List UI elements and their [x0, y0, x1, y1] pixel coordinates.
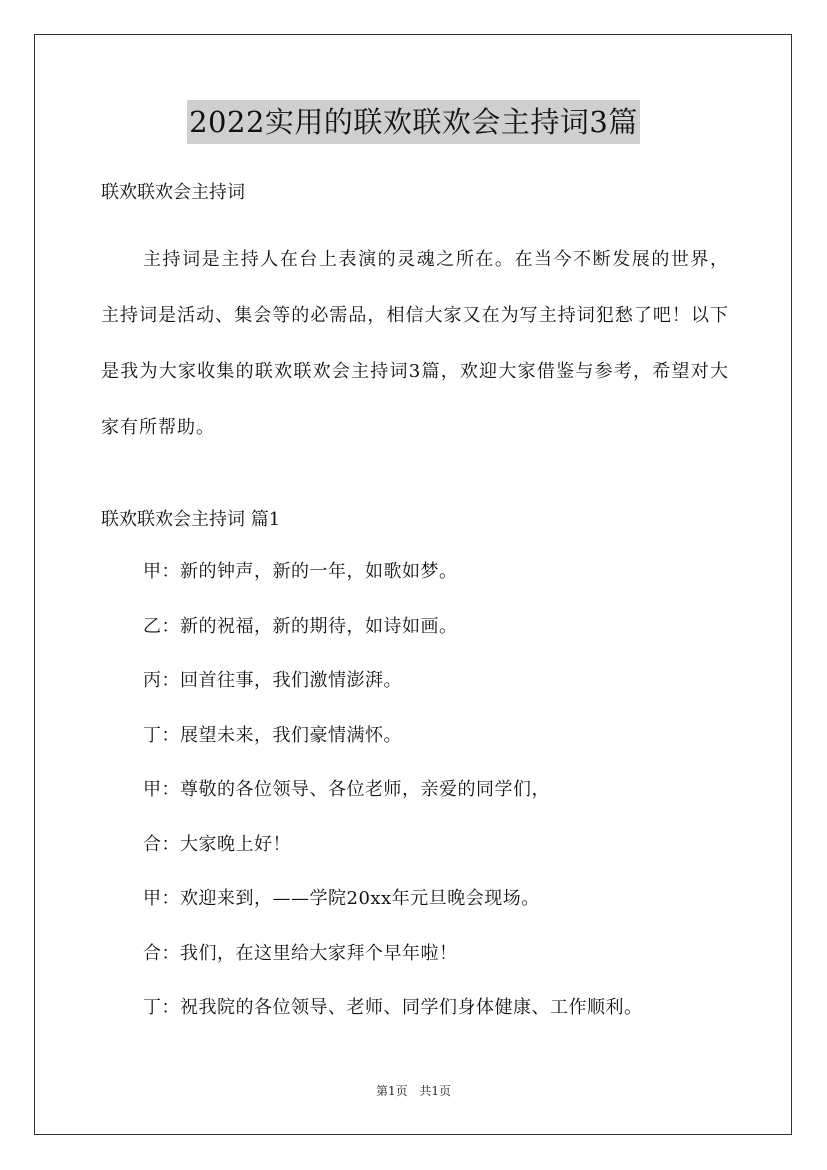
document-title-container [0, 100, 827, 144]
intro-paragraph: 主持词是主持人在台上表演的灵魂之所在。在当今不断发展的世界，主持词是活动、集会等的必需品，相信大家又在为写主持词犯愁了吧！以下是我为大家收集的联欢联欢会主持词3篇，欢迎大家借鉴与参考，希望对大家有所帮助。 [101, 249, 729, 438]
dialogue-line: 乙：新的祝福，新的期待，如诗如画。 [143, 615, 458, 637]
dialogue-line: 甲：尊敬的各位领导、各位老师，亲爱的同学们， [143, 779, 550, 800]
page-footer [0, 1083, 827, 1099]
document-title: 2022实用的联欢联欢会主持词3篇 [187, 100, 640, 144]
dialogue-line: 丁：祝我院的各位领导、老师、同学们身体健康、工作顺利。 [143, 997, 643, 1018]
dialogue-line: 甲：欢迎来到，——学院20xx年元旦晚会现场。 [143, 888, 540, 909]
dialogue-line: 甲：新的钟声，新的一年，如歌如梦。 [143, 561, 458, 582]
dialogue-line: 合：大家晚上好！ [143, 833, 291, 855]
document-subtitle: 联欢联欢会主持词 [101, 182, 245, 203]
dialogue-line: 丙：回首往事，我们激情澎湃。 [143, 670, 402, 691]
dialogue-list [143, 560, 643, 1051]
page-number: 第1页 [375, 1084, 408, 1098]
page-total: 共1页 [419, 1084, 452, 1098]
dialogue-line: 合：我们，在这里给大家拜个早年啦！ [143, 942, 458, 964]
section-heading: 联欢联欢会主持词 篇1 [101, 509, 281, 530]
dialogue-line: 丁：展望未来，我们豪情满怀。 [143, 724, 402, 746]
